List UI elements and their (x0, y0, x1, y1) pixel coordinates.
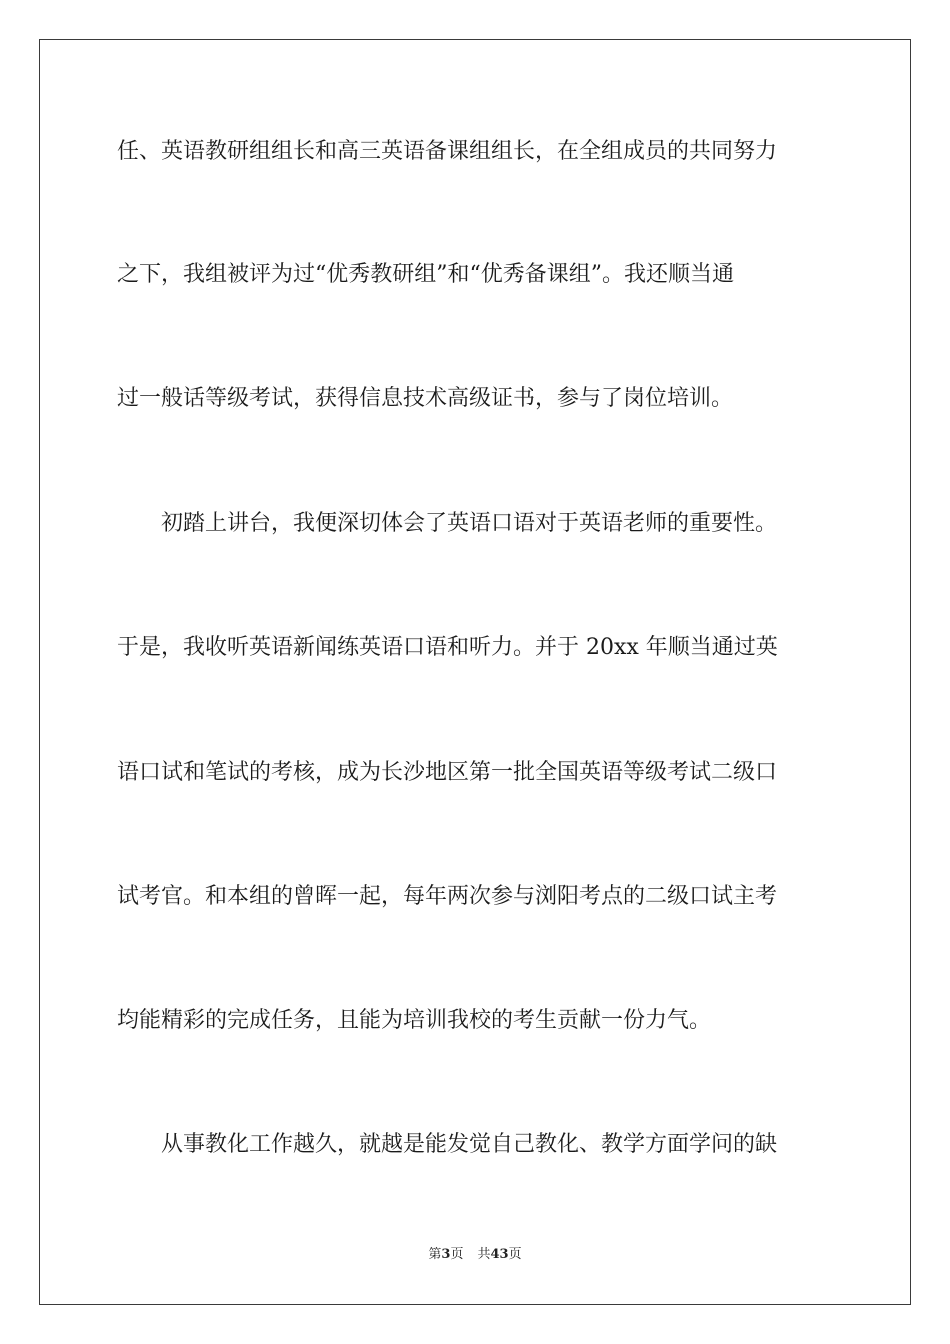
body-line-5: 于是，我收听英语新闻练英语口语和听力。并于 20xx 年顺当通过英 (117, 635, 778, 660)
page-prefix: 第 (428, 1247, 442, 1262)
body-line-3: 过一般话等级考试，获得信息技术高级证书，参与了岗位培训。 (117, 386, 734, 411)
body-line-2: 之下，我组被评为过“优秀教研组”和“优秀备课组”。我还顺当通 (117, 262, 734, 287)
page-border (39, 39, 911, 1305)
body-line-8: 均能精彩的完成任务，且能为培训我校的考生贡献一份力气。 (117, 1008, 712, 1033)
page-suffix: 页 (450, 1247, 464, 1262)
total-pages: 43 (490, 1247, 509, 1262)
body-line-1: 任、英语教研组组长和高三英语备课组组长，在全组成员的共同努力 (117, 139, 778, 164)
body-line-4: 初踏上讲台，我便深切体会了英语口语对于英语老师的重要性。 (117, 511, 778, 536)
page-number: 3 (441, 1247, 451, 1262)
total-prefix: 共 (477, 1247, 491, 1262)
body-line-9: 从事教化工作越久，就越是能发觉自己教化、教学方面学问的缺 (117, 1132, 778, 1157)
body-line-6: 语口试和笔试的考核，成为长沙地区第一批全国英语等级考试二级口 (117, 760, 778, 785)
body-line-7: 试考官。和本组的曾晖一起，每年两次参与浏阳考点的二级口试主考 (117, 884, 778, 909)
page-footer (0, 1246, 950, 1264)
total-suffix: 页 (508, 1247, 522, 1262)
